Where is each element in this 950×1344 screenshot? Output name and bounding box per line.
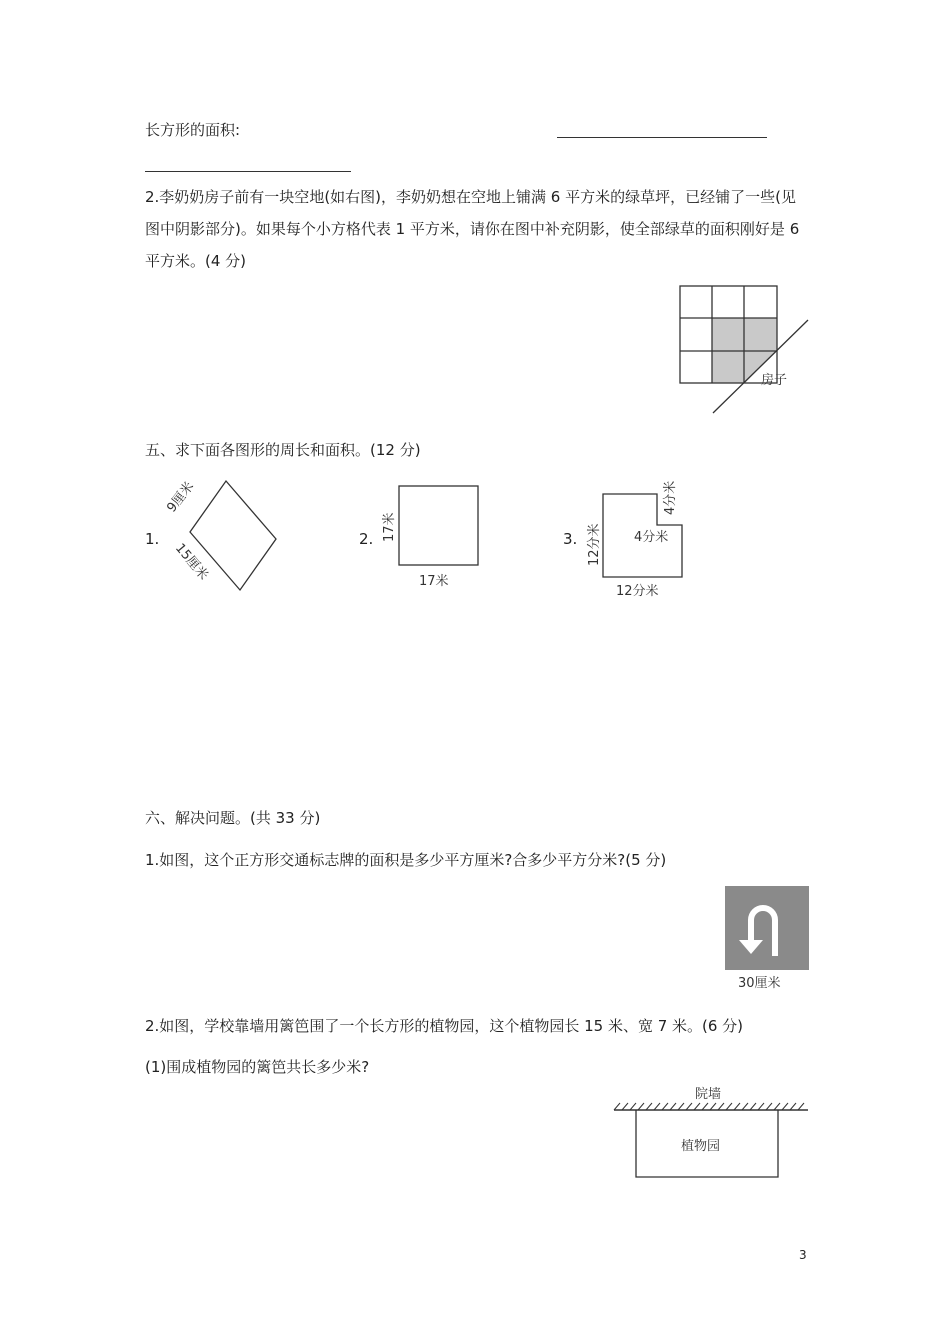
side-label-9cm: 9厘米 xyxy=(164,479,198,516)
answer-blank-2[interactable] xyxy=(145,171,351,172)
question-6-2-text: 2.如图，学校靠墙用篱笆围了一个长方形的植物园，这个植物园长 15 米、宽 7 米。(6 分) xyxy=(145,1017,744,1035)
traffic-sign xyxy=(725,886,809,970)
question-6-1-text: 1.如图，这个正方形交通标志牌的面积是多少平方厘米?合多少平方分米?(5 分) xyxy=(145,851,667,869)
traffic-sign-figure xyxy=(720,882,815,997)
page-number: 3 xyxy=(799,1248,807,1262)
garden-figure xyxy=(608,1078,813,1183)
side-label-left: 12分米 xyxy=(587,523,602,566)
figure-2-square xyxy=(374,478,484,594)
garden-label: 植物园 xyxy=(681,1139,721,1154)
house-label: 房子 xyxy=(761,373,788,388)
figure-1-rotated-rectangle xyxy=(160,470,290,600)
notch-label-vertical: 4分米 xyxy=(663,480,678,515)
side-label-left: 17米 xyxy=(382,512,397,542)
figure-2-number: 2. xyxy=(359,530,374,548)
notch-label-horizontal: 4分米 xyxy=(634,530,669,545)
section-6-title: 六、解决问题。(共 33 分) xyxy=(145,809,321,827)
shaded-cell xyxy=(712,351,744,383)
figure-3-notched-square xyxy=(578,470,698,605)
rect-area-label: 长方形的面积: xyxy=(145,121,241,139)
side-label-15cm: 15厘米 xyxy=(171,540,211,584)
side-label-bottom: 12分米 xyxy=(616,584,659,599)
sign-size-label: 30厘米 xyxy=(738,976,781,991)
figure-3-number: 3. xyxy=(563,530,578,548)
side-label-bottom: 17米 xyxy=(419,574,449,589)
lawn-grid-figure xyxy=(675,283,815,418)
section-5-title: 五、求下面各图形的周长和面积。(12 分) xyxy=(145,441,421,459)
wall-label: 院墙 xyxy=(695,1087,722,1102)
question-6-2-sub-1: (1)围成植物园的篱笆共长多少米? xyxy=(145,1058,370,1076)
question-4-2-text: 2.李奶奶房子前有一块空地(如右图)，李奶奶想在空地上铺满 6 平方米的绿草坪，已经铺了一些(见图中阴影部分)。如果每个小方格代表 1 平方米，请你在图中补充阴影，使全部绿草的面积刚好是 6 平方米。(4 分) xyxy=(145,188,800,270)
square-shape xyxy=(399,486,478,565)
figure-1-number: 1. xyxy=(145,530,160,548)
answer-blank-1[interactable] xyxy=(557,137,767,138)
wall-hatching xyxy=(614,1103,804,1110)
